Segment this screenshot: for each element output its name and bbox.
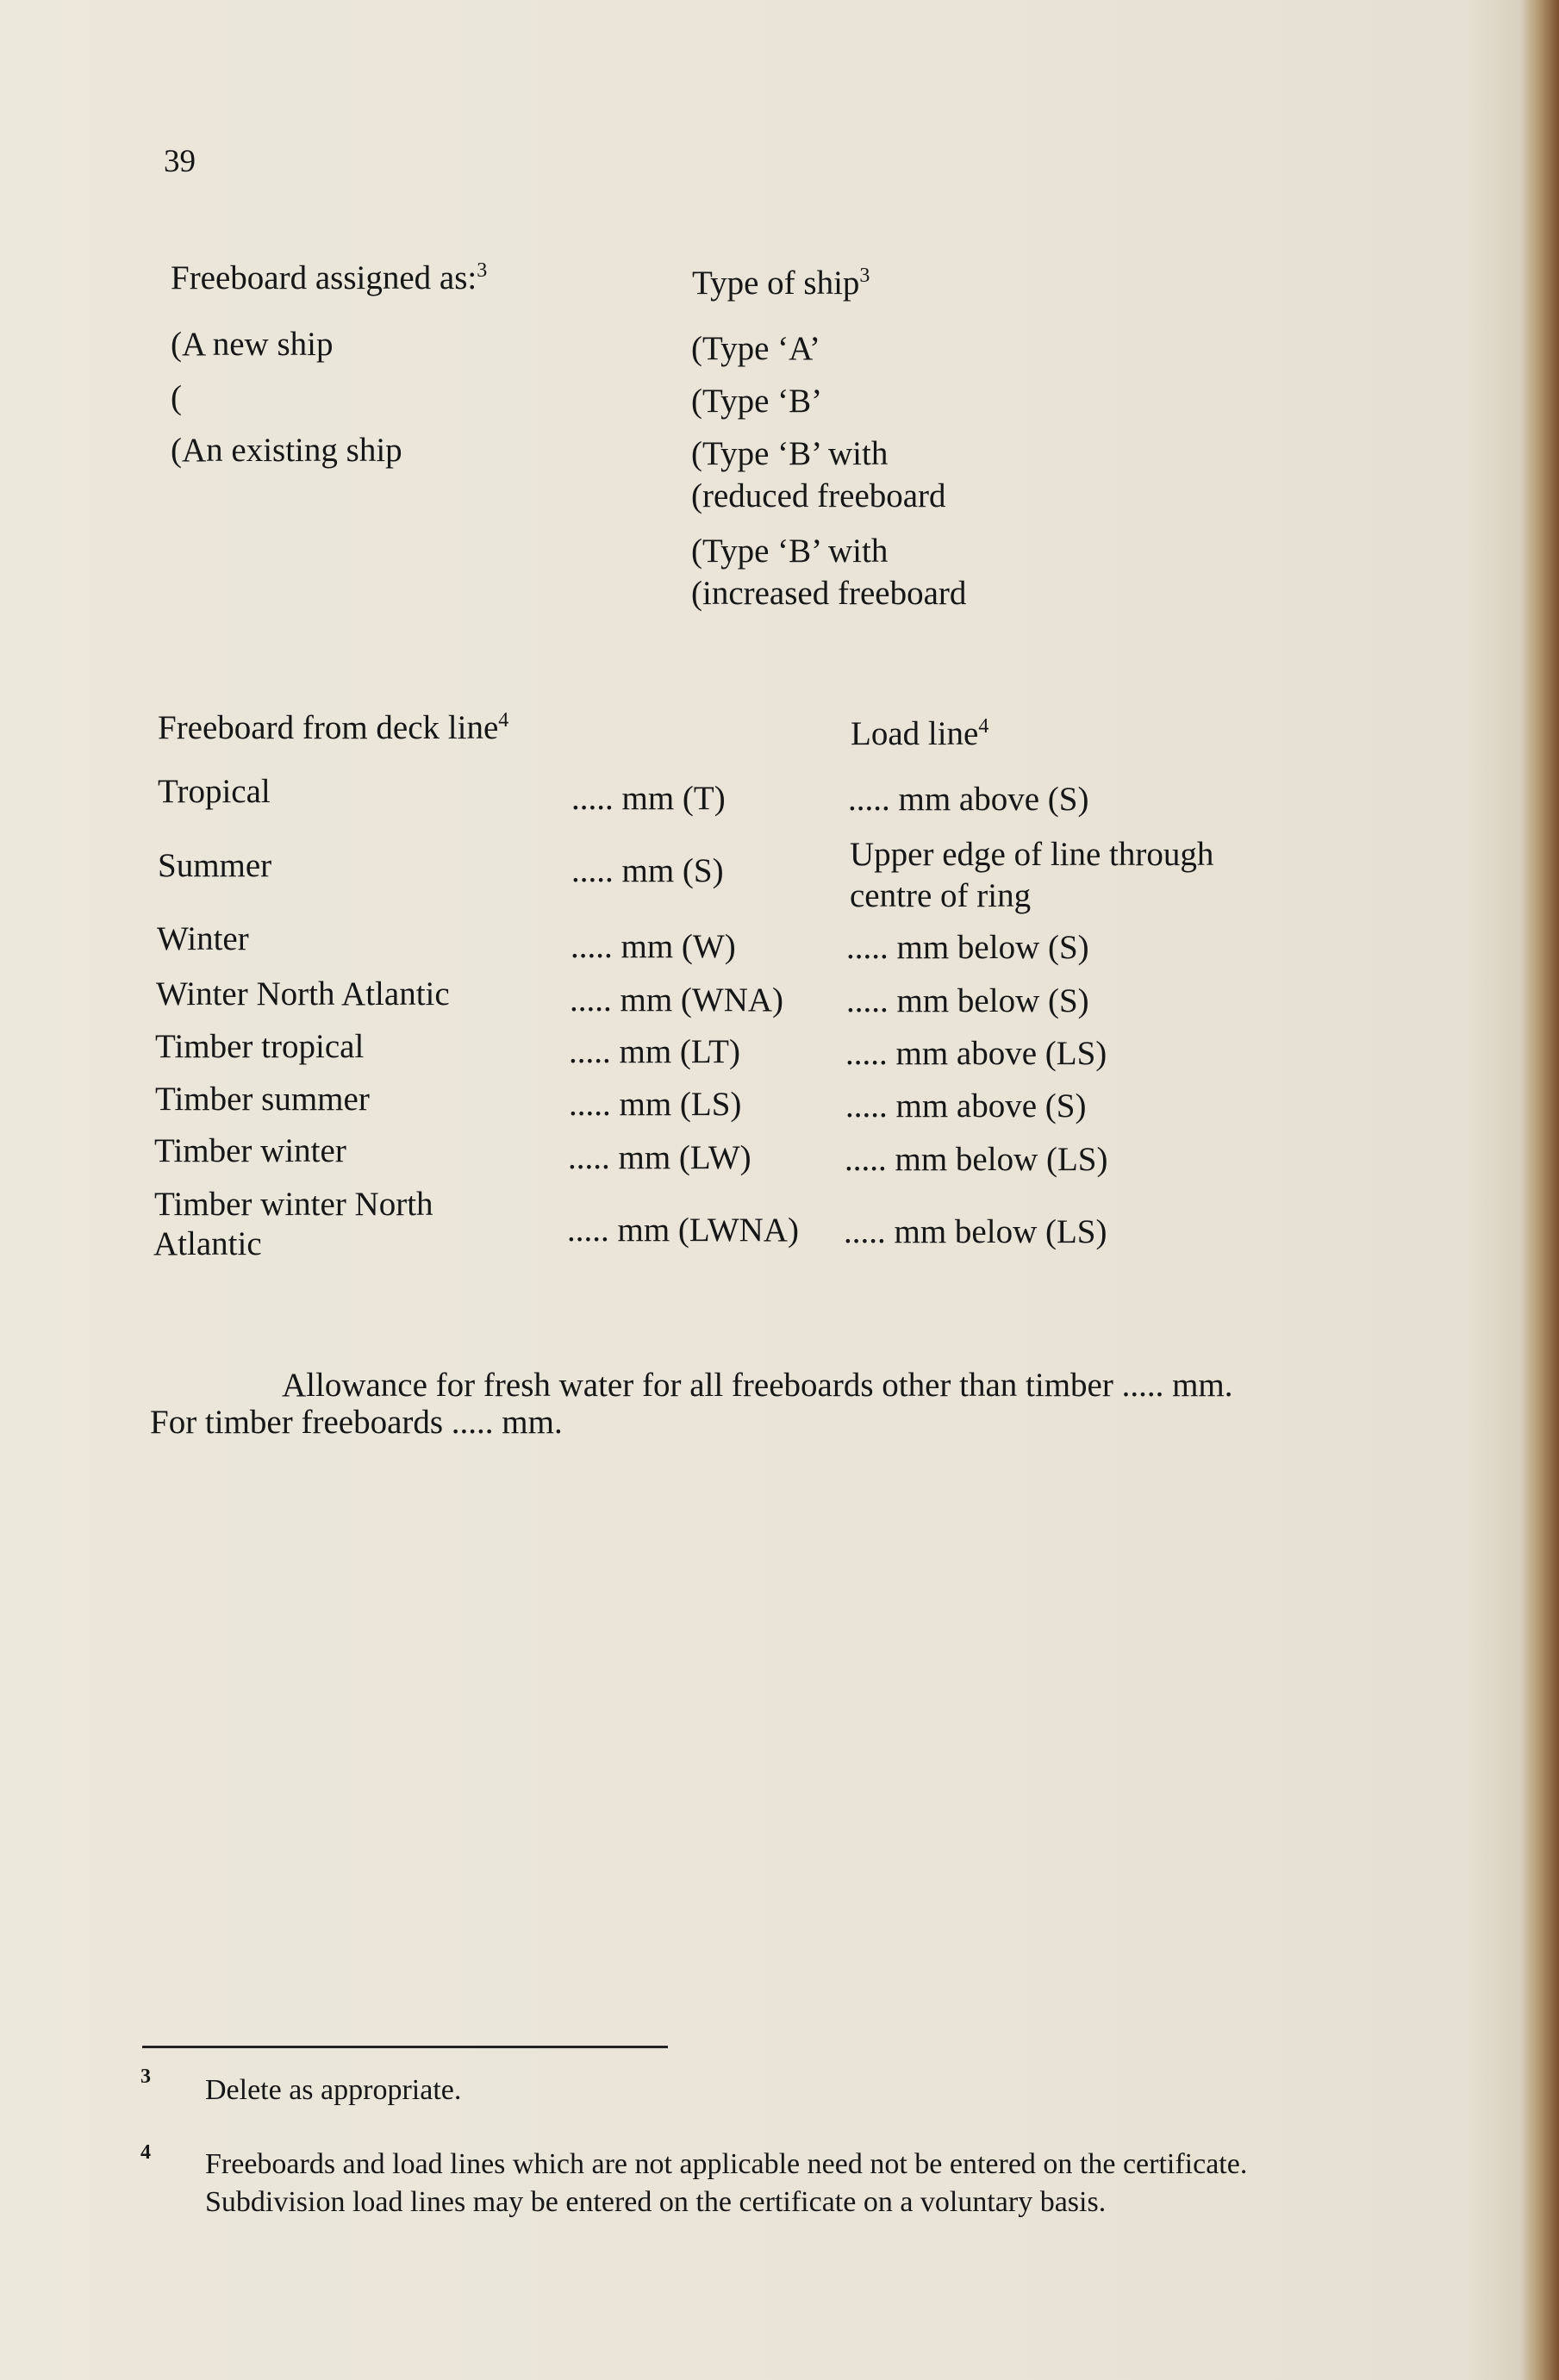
freeboard-row-load: ..... mm below (LS)	[845, 1141, 1108, 1178]
footnote-text: Delete as appropriate.	[205, 2074, 462, 2106]
assignment-item: (	[171, 379, 182, 416]
freeboard-row-name: Tropical	[158, 773, 271, 810]
footnote-ref: 3	[477, 259, 488, 282]
freeboard-row-value: ..... mm (LWNA)	[567, 1212, 799, 1249]
ship-type-header-text: Type of ship	[692, 265, 860, 302]
footnote-ref: 3	[859, 265, 870, 287]
assignment-header-text: Freeboard assigned as:	[171, 259, 477, 296]
freeboard-row-load: ..... mm below (S)	[846, 982, 1089, 1019]
footnote-ref: 4	[498, 709, 509, 732]
ship-type-item: (increased freeboard	[691, 575, 967, 612]
freeboard-row-load-cont: centre of ring	[850, 877, 1032, 914]
freeboard-row-name: Winter North Atlantic	[156, 975, 450, 1012]
freeboard-row-value: ..... mm (LW)	[568, 1139, 751, 1176]
freeboard-row-value: ..... mm (W)	[571, 928, 736, 965]
load-line-header-text: Load line	[851, 715, 979, 752]
freeboard-row-name: Winter	[157, 920, 249, 957]
freeboard-row-load: ..... mm below (S)	[846, 929, 1089, 966]
assignment-item: (A new ship	[171, 326, 334, 363]
freeboard-row-name: Timber winter	[154, 1132, 346, 1169]
ship-type-item: (Type ‘B’ with	[691, 435, 889, 472]
freeboard-row-name: Timber winter North	[154, 1186, 433, 1223]
ship-type-item: (Type ‘B’ with	[691, 533, 889, 570]
assignment-header	[171, 258, 487, 299]
freeboard-header-text: Freeboard from deck line	[158, 709, 499, 746]
freeboard-row-name: Timber summer	[155, 1081, 370, 1118]
load-line-header	[851, 713, 988, 755]
freeboard-row-name: Summer	[158, 847, 272, 884]
allowance-line: For timber freeboards ..... mm.	[150, 1404, 563, 1441]
ship-type-item: (Type ‘B’	[691, 383, 823, 420]
freeboard-row-name-cont: Atlantic	[153, 1225, 262, 1262]
footnote-number: 3	[140, 2065, 151, 2088]
ship-type-header	[692, 263, 870, 304]
freeboard-row-value: ..... mm (S)	[571, 852, 724, 889]
freeboard-row-value: ..... mm (WNA)	[570, 981, 784, 1019]
freeboard-row-load: ..... mm below (LS)	[844, 1213, 1107, 1250]
page-number: 39	[164, 144, 196, 179]
freeboard-row-load: ..... mm above (S)	[848, 781, 1089, 818]
footnote-text: Freeboards and load lines which are not applicable need not be entered on the certificate. Subdivision load lines may be entered on the certificate on a voluntary basis.	[205, 2148, 1248, 2218]
ship-type-item: (reduced freeboard	[691, 477, 946, 514]
freeboard-row-value: ..... mm (T)	[571, 780, 726, 817]
freeboard-row-value: ..... mm (LT)	[569, 1033, 740, 1070]
footnote-number: 4	[140, 2141, 151, 2164]
footnote-divider	[142, 2046, 668, 2048]
freeboard-row-load: ..... mm above (LS)	[845, 1035, 1107, 1072]
freeboard-row-load: Upper edge of line through	[850, 836, 1214, 873]
allowance-line: Allowance for fresh water for all freeboards other than timber ..... mm.	[282, 1367, 1233, 1404]
freeboard-row-value: ..... mm (LS)	[569, 1086, 742, 1123]
assignment-item: (An existing ship	[171, 432, 402, 469]
freeboard-row-load: ..... mm above (S)	[845, 1087, 1087, 1125]
freeboard-header	[158, 707, 508, 749]
freeboard-row-name: Timber tropical	[155, 1028, 365, 1065]
footnote-ref: 4	[978, 715, 989, 738]
ship-type-item: (Type ‘A’	[691, 330, 820, 367]
